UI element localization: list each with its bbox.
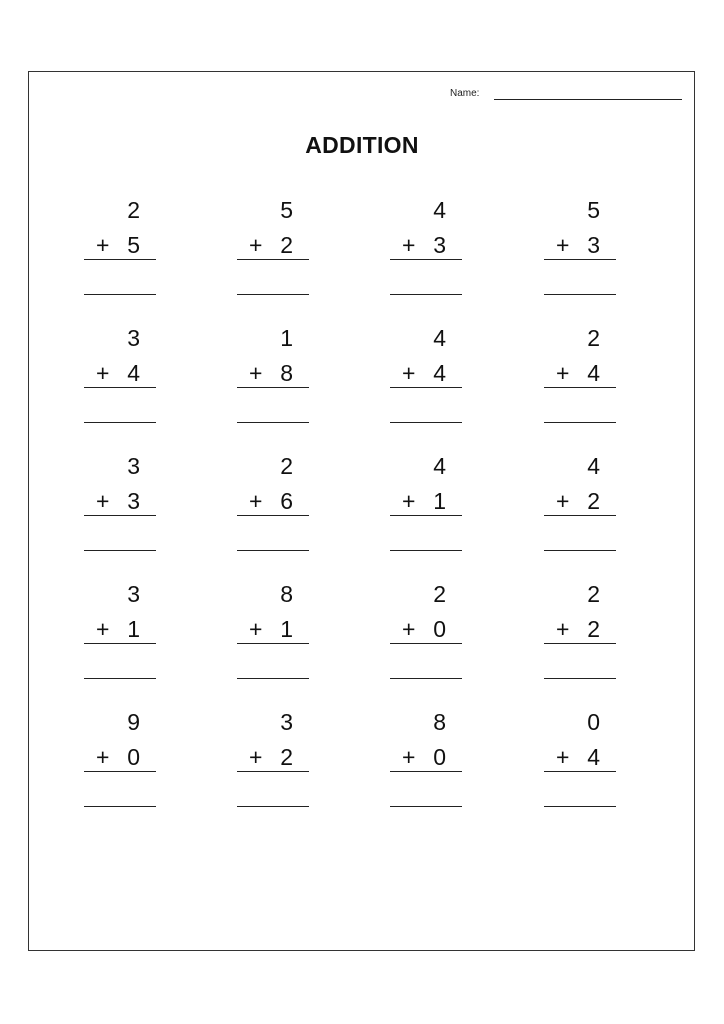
addition-problem (544, 711, 618, 811)
sum-line (237, 643, 309, 644)
addend-top: 4 (433, 325, 446, 351)
plus-sign: + (249, 360, 263, 386)
sum-line (390, 259, 462, 260)
answer-blank[interactable] (390, 550, 462, 551)
answer-blank[interactable] (84, 294, 156, 295)
sum-line (390, 387, 462, 388)
addend-top: 4 (433, 453, 446, 479)
sum-line (84, 259, 156, 260)
addend-top: 2 (587, 325, 600, 351)
addition-problem (390, 327, 464, 427)
addition-problem (84, 455, 158, 555)
plus-sign: + (402, 360, 416, 386)
addend-bottom: 4 (433, 360, 446, 386)
answer-blank[interactable] (84, 678, 156, 679)
addition-problem (390, 711, 464, 811)
addition-problem (237, 711, 311, 811)
addend-bottom: 1 (127, 616, 140, 642)
addition-problem (544, 455, 618, 555)
answer-blank[interactable] (390, 294, 462, 295)
plus-sign: + (556, 744, 570, 770)
plus-sign: + (96, 360, 110, 386)
addend-top: 2 (127, 197, 140, 223)
answer-blank[interactable] (544, 550, 616, 551)
sum-line (544, 259, 616, 260)
sum-line (84, 387, 156, 388)
answer-blank[interactable] (544, 422, 616, 423)
addend-bottom: 0 (433, 616, 446, 642)
addend-bottom: 2 (280, 744, 293, 770)
sum-line (237, 259, 309, 260)
addend-bottom: 6 (280, 488, 293, 514)
plus-sign: + (96, 232, 110, 258)
name-label: Name: (450, 88, 480, 99)
sum-line (544, 515, 616, 516)
addend-top: 2 (280, 453, 293, 479)
addition-problem (544, 583, 618, 683)
answer-blank[interactable] (237, 550, 309, 551)
addend-top: 4 (433, 197, 446, 223)
addend-bottom: 1 (433, 488, 446, 514)
addend-top: 3 (127, 581, 140, 607)
addition-problem (390, 199, 464, 299)
addend-bottom: 4 (127, 360, 140, 386)
answer-blank[interactable] (390, 422, 462, 423)
addend-bottom: 0 (127, 744, 140, 770)
answer-blank[interactable] (544, 678, 616, 679)
addend-top: 2 (587, 581, 600, 607)
addition-problem (84, 711, 158, 811)
sum-line (84, 771, 156, 772)
sum-line (237, 515, 309, 516)
plus-sign: + (402, 744, 416, 770)
plus-sign: + (249, 616, 263, 642)
addend-bottom: 4 (587, 744, 600, 770)
plus-sign: + (402, 488, 416, 514)
addend-top: 1 (280, 325, 293, 351)
answer-blank[interactable] (237, 294, 309, 295)
addend-bottom: 5 (127, 232, 140, 258)
plus-sign: + (556, 232, 570, 258)
answer-blank[interactable] (390, 678, 462, 679)
addend-bottom: 3 (433, 232, 446, 258)
answer-blank[interactable] (237, 678, 309, 679)
addend-top: 3 (127, 453, 140, 479)
plus-sign: + (249, 488, 263, 514)
plus-sign: + (249, 744, 263, 770)
addend-top: 2 (433, 581, 446, 607)
addend-bottom: 1 (280, 616, 293, 642)
addend-top: 8 (280, 581, 293, 607)
plus-sign: + (96, 616, 110, 642)
addend-top: 9 (127, 709, 140, 735)
plus-sign: + (556, 488, 570, 514)
addend-bottom: 4 (587, 360, 600, 386)
answer-blank[interactable] (84, 550, 156, 551)
answer-blank[interactable] (84, 806, 156, 807)
addend-bottom: 8 (280, 360, 293, 386)
answer-blank[interactable] (237, 806, 309, 807)
addend-bottom: 3 (587, 232, 600, 258)
sum-line (84, 643, 156, 644)
page-title: ADDITION (305, 132, 419, 158)
sum-line (390, 515, 462, 516)
plus-sign: + (556, 360, 570, 386)
plus-sign: + (249, 232, 263, 258)
answer-blank[interactable] (237, 422, 309, 423)
sum-line (84, 515, 156, 516)
addition-problem (84, 327, 158, 427)
addend-bottom: 0 (433, 744, 446, 770)
addend-top: 3 (280, 709, 293, 735)
addend-top: 4 (587, 453, 600, 479)
addition-problem (390, 455, 464, 555)
plus-sign: + (96, 744, 110, 770)
sum-line (544, 771, 616, 772)
addend-top: 0 (587, 709, 600, 735)
sum-line (390, 643, 462, 644)
addend-top: 5 (587, 197, 600, 223)
addition-problem (237, 583, 311, 683)
addend-bottom: 2 (587, 488, 600, 514)
addend-bottom: 2 (280, 232, 293, 258)
plus-sign: + (556, 616, 570, 642)
addition-problem (237, 199, 311, 299)
sum-line (237, 387, 309, 388)
addend-top: 3 (127, 325, 140, 351)
answer-blank[interactable] (84, 422, 156, 423)
addition-problem (544, 199, 618, 299)
plus-sign: + (402, 232, 416, 258)
addition-problem (390, 583, 464, 683)
sum-line (237, 771, 309, 772)
addition-problem (544, 327, 618, 427)
plus-sign: + (96, 488, 110, 514)
addend-bottom: 2 (587, 616, 600, 642)
answer-blank[interactable] (390, 806, 462, 807)
plus-sign: + (402, 616, 416, 642)
addition-problem (84, 583, 158, 683)
addition-problem (237, 455, 311, 555)
addition-problem (84, 199, 158, 299)
answer-blank[interactable] (544, 294, 616, 295)
sum-line (544, 387, 616, 388)
addend-bottom: 3 (127, 488, 140, 514)
sum-line (544, 643, 616, 644)
sum-line (390, 771, 462, 772)
addend-top: 5 (280, 197, 293, 223)
addend-top: 8 (433, 709, 446, 735)
answer-blank[interactable] (544, 806, 616, 807)
addition-problem (237, 327, 311, 427)
name-field-line[interactable] (494, 99, 682, 100)
